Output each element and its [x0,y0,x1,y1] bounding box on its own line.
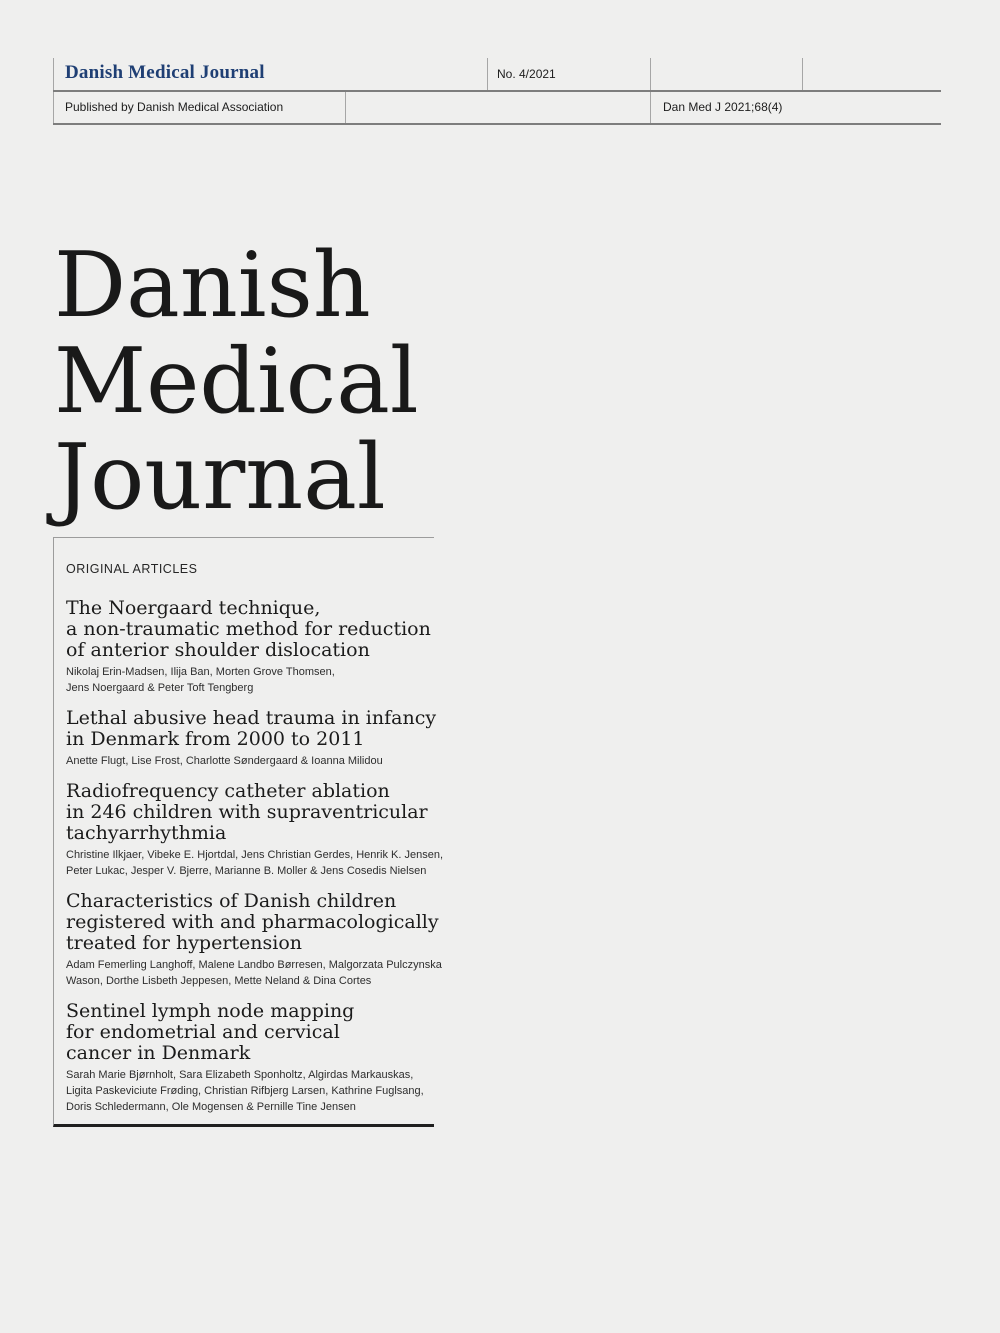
article-authors-line: Sarah Marie Bjørnholt, Sara Elizabeth Sponholtz, Algirdas Markauskas, [66,1069,414,1081]
article-authors-line: Nikolaj Erin-Madsen, Ilija Ban, Morten Grove Thomsen, [66,666,335,678]
article-entry [66,1001,434,1115]
article-title [66,1001,434,1064]
article-title [66,781,434,844]
article-title-line: in Denmark from 2000 to 2011 [66,728,365,750]
header-journal-name: Danish Medical Journal [65,62,265,83]
article-title-line: in 246 children with supraventricular [66,801,428,823]
header-divider [802,58,803,90]
masthead-title [54,233,419,530]
article-entry [66,890,442,989]
article-title-line: Sentinel lymph node mapping [66,1000,355,1022]
article-title-line: for endometrial and cervical [66,1021,340,1043]
header-published-by: Published by Danish Medical Association [65,100,284,114]
article-authors [66,664,434,696]
header-issue-number: No. 4/2021 [497,67,556,81]
article-authors-line: Adam Femerling Langhoff, Malene Landbo Børresen, Malgorzata Pulczynska [66,959,442,971]
header-rule-bottom [53,123,941,125]
article-title-line: cancer in Denmark [66,1042,251,1064]
masthead-line: Danish [54,233,371,338]
article-title-line: treated for hypertension [66,932,303,954]
article-entry [66,780,444,879]
article-title-line: of anterior shoulder dislocation [66,639,370,661]
header-citation: Dan Med J 2021;68(4) [663,100,783,114]
article-authors [66,753,434,769]
article-authors-line: Doris Schledermann, Ole Mogensen & Pernille Tine Jensen [66,1101,356,1113]
article-title [66,890,439,954]
article-authors [66,1067,434,1115]
article-title-line: The Noergaard technique, [66,597,321,619]
article-entry [66,598,434,696]
header-rule-middle [53,90,941,92]
article-authors-line: Christine Ilkjaer, Vibeke E. Hjortdal, Jens Christian Gerdes, Henrik K. Jensen, [66,849,444,861]
masthead-line: Journal [54,425,386,530]
article-title-line: Lethal abusive head trauma in infancy [66,707,437,729]
article-authors-line: Peter Lukac, Jesper V. Bjerre, Marianne B. Moller & Jens Cosedis Nielsen [66,865,427,877]
masthead-line: Medical [54,329,419,434]
article-authors [66,847,444,879]
article-authors-line: Anette Flugt, Lise Frost, Charlotte Søndergaard & Ioanna Milidou [66,755,383,767]
section-label: ORIGINAL ARTICLES [66,562,198,576]
article-entry [66,707,437,769]
article-title-line: registered with and pharmacologically [66,911,439,933]
article-title [66,598,434,661]
article-authors-line: Ligita Paskeviciute Frøding, Christian Rifbjerg Larsen, Kathrine Fuglsang, [66,1085,424,1097]
article-title-line: Characteristics of Danish children [66,890,397,912]
article-authors-line: Jens Noergaard & Peter Toft Tengberg [66,682,254,694]
original-articles-box [53,537,444,1127]
header-divider [487,58,488,90]
article-authors-line: Wason, Dorthe Lisbeth Jeppesen, Mette Neland & Dina Cortes [66,975,372,987]
article-title [66,707,437,750]
article-authors [66,957,442,989]
header-divider [345,90,346,123]
article-title-line: a non-traumatic method for reduction [66,618,431,640]
article-title-line: tachyarrhythmia [66,822,227,844]
article-title-line: Radiofrequency catheter ablation [66,780,390,802]
